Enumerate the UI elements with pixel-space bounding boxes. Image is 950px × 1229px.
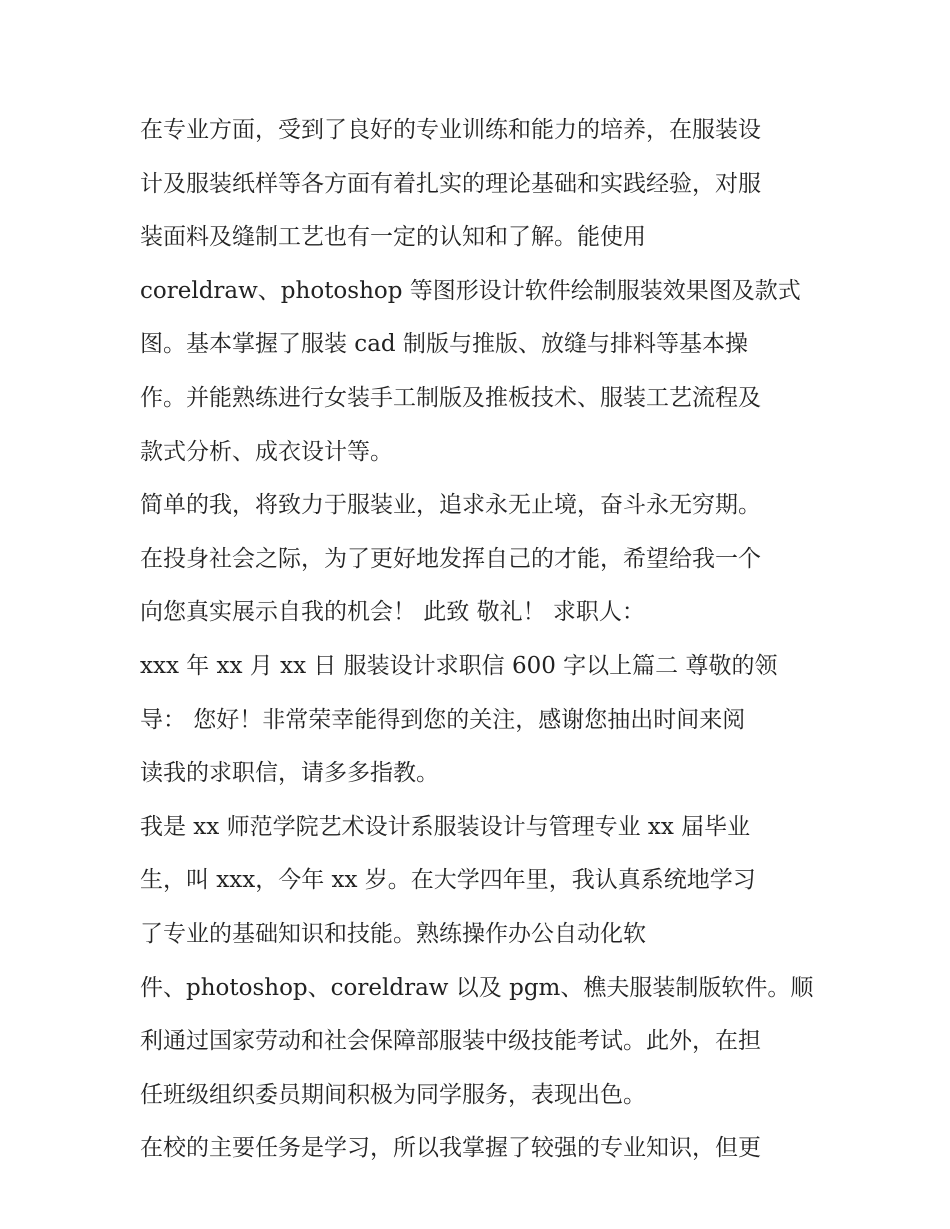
text-line: 利通过国家劳动和社会保障部服装中级技能考试。此外，在担: [140, 1028, 761, 1055]
text-line: 简单的我，将致力于服装业，追求永无止境，奋斗永无穷期。: [140, 492, 761, 519]
text-line: 在专业方面，受到了良好的专业训练和能力的培养，在服装设: [140, 117, 761, 143]
text-line: 款式分析、成衣设计等。: [140, 438, 393, 465]
text-line: 了专业的基础知识和技能。熟练操作办公自动化软: [140, 920, 646, 947]
text-line: 作。并能熟练进行女装手工制版及推板技术、服装工艺流程及: [140, 384, 761, 411]
text-line: 向您真实展示自我的机会！ 此致 敬礼！ 求职人：: [140, 599, 645, 626]
text-line: 在校的主要任务是学习，所以我掌握了较强的专业知识，但更: [140, 1135, 761, 1162]
text-line: 装面料及缝制工艺也有一定的认知和了解。能使用: [140, 224, 646, 251]
text-line: 件、photoshop、coreldraw 以及 pgm、樵夫服装制版软件。顺: [140, 974, 814, 1001]
text-line: 读我的求职信，请多多指教。: [140, 760, 439, 787]
text-line: 导： 您好！非常荣幸能得到您的关注，感谢您抽出时间来阅: [140, 706, 746, 733]
text-line: 生，叫 xxx，今年 xx 岁。在大学四年里，我认真系统地学习: [140, 867, 756, 894]
text-line: 任班级组织委员期间积极为同学服务，表现出色。: [140, 1081, 646, 1108]
text-line: coreldraw、photoshop 等图形设计软件绘制服装效果图及款式: [140, 277, 801, 304]
text-line: xxx 年 xx 月 xx 日 服装设计求职信 600 字以上篇二 尊敬的领: [140, 652, 778, 679]
document-body: [140, 111, 830, 1167]
text-line: 在投身社会之际，为了更好地发挥自己的才能，希望给我一个: [140, 545, 761, 572]
text-line: 计及服装纸样等各方面有着扎实的理论基础和实践经验，对服: [140, 170, 761, 197]
text-line: 我是 xx 师范学院艺术设计系服装设计与管理专业 xx 届毕业: [140, 813, 751, 840]
text-line: 图。基本掌握了服装 cad 制版与推版、放缝与排料等基本操: [140, 331, 748, 358]
